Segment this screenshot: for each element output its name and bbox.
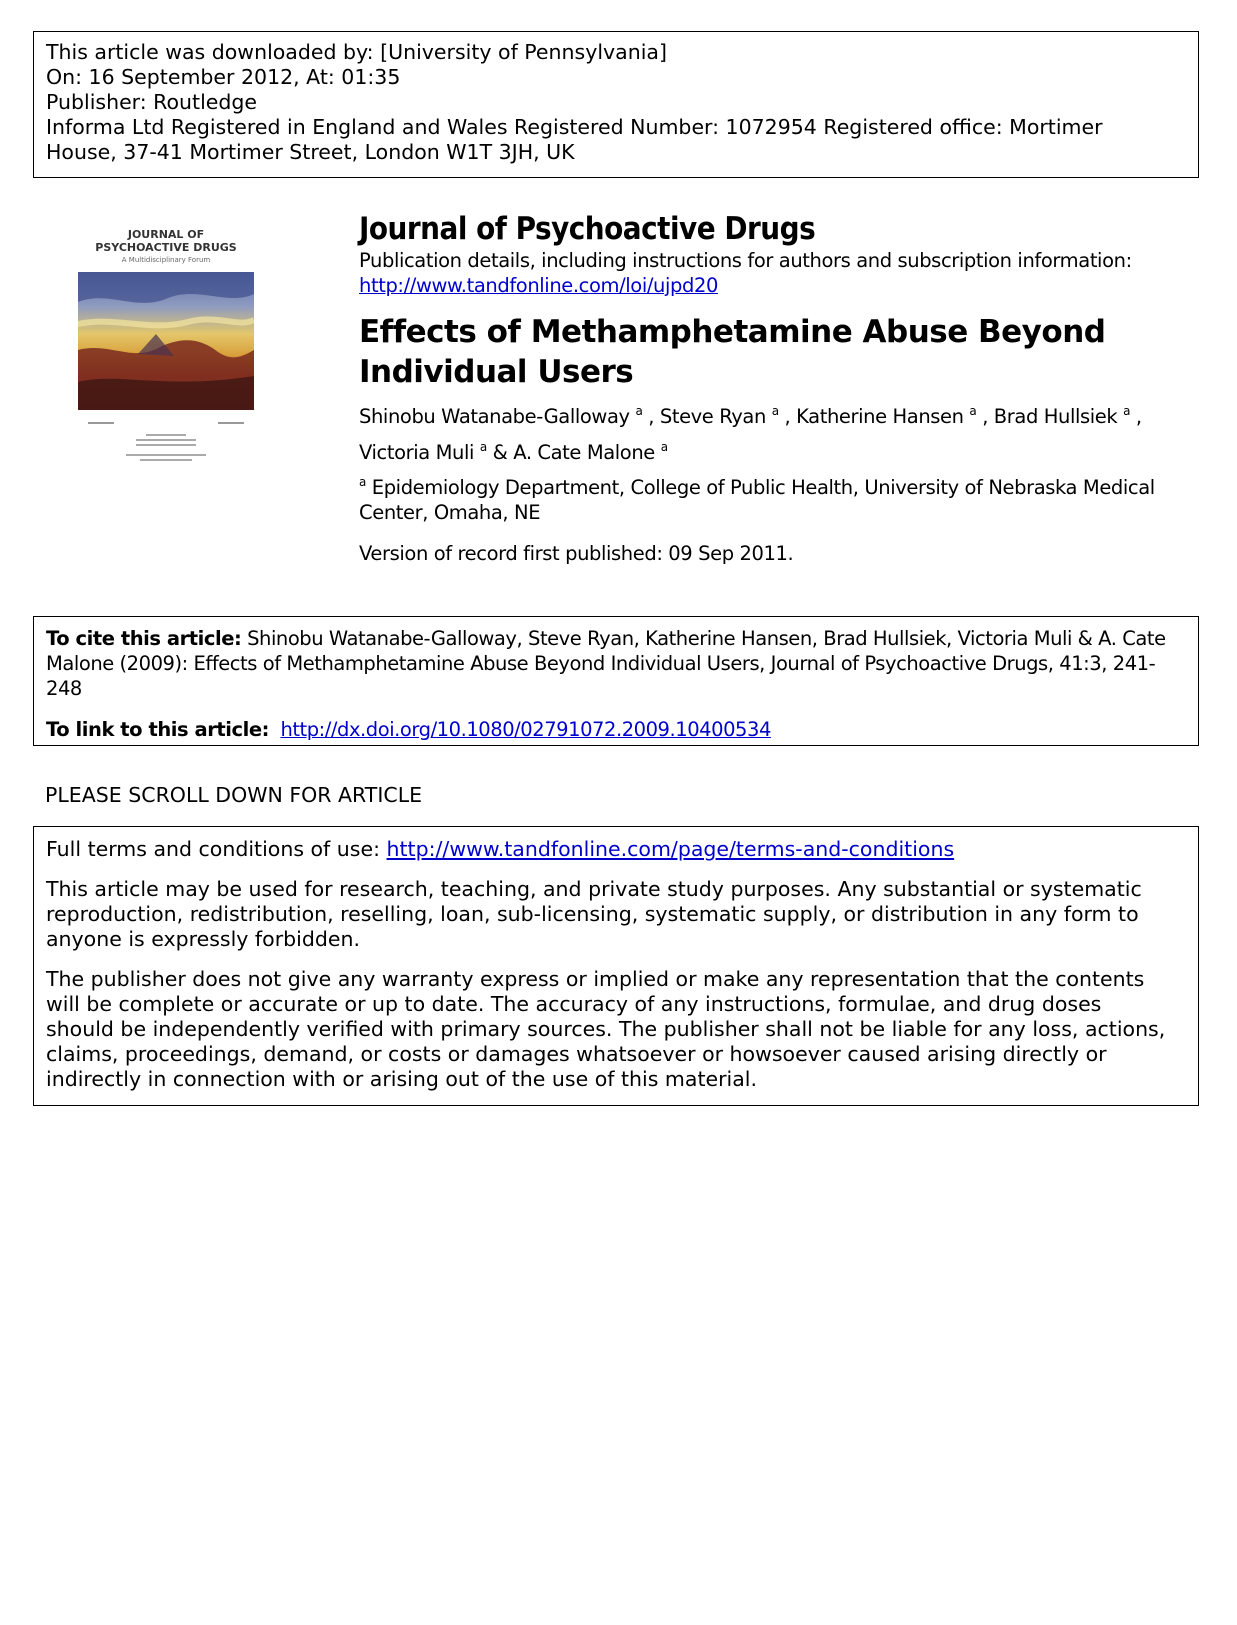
scroll-down-note: PLEASE SCROLL DOWN FOR ARTICLE [45, 783, 423, 807]
author-affiliation-marker: a [479, 440, 487, 454]
journal-cover-image [78, 228, 254, 508]
publication-details: Publication details, including instructions for authors and subscription information: [359, 249, 1132, 272]
citation-text-2: Malone (2009): Effects of Methamphetamine Abuse Beyond Individual Users, Journal of Psychoactive Drugs, 41:3, 241-248 [46, 652, 1156, 700]
registration-text-2: House, 37-41 Mortimer Street, London W1T 3JH, UK [46, 140, 575, 164]
terms-url-link[interactable]: http://www.tandfonline.com/page/terms-and-conditions [386, 837, 955, 861]
cover-footer-lines [78, 414, 254, 477]
download-date-text: On: 16 September 2012, At: 01:35 [46, 65, 401, 89]
author-affiliation-marker: a [635, 404, 643, 418]
registration-text-1: Informa Ltd Registered in England and Wales Registered Number: 1072954 Registered office: Mortimer [46, 115, 1103, 139]
author-affiliation-marker: a [771, 404, 779, 418]
affiliation-marker: a [359, 475, 366, 489]
terms-paragraph-2 [46, 967, 1186, 1092]
article-title-line-2: Individual Users [359, 354, 634, 390]
terms-p1-line: reproduction, redistribution, reselling, loan, sub-licensing, systematic supply, or distribution in any form to [46, 902, 1139, 926]
terms-p2-line: The publisher does not give any warranty express or implied or make any representation that the contents [46, 967, 1145, 991]
author-name: Shinobu Watanabe-Galloway [359, 405, 630, 428]
terms-p2-line: indirectly in connection with or arising out of the use of this material. [46, 1067, 757, 1091]
author-name: Katherine Hansen [796, 405, 964, 428]
download-notice-box [33, 31, 1199, 178]
terms-p2-line: should be independently verified with primary sources. The publisher shall not be liable for any loss, actions, [46, 1017, 1166, 1041]
cite-label: To cite this article: [46, 627, 242, 650]
author-list [359, 396, 1199, 468]
author-affiliation-marker: a [1123, 404, 1131, 418]
article-title [359, 312, 1199, 392]
affiliation-line-1: Epidemiology Department, College of Public Health, University of Nebraska Medical [371, 476, 1155, 499]
version-of-record: Version of record first published: 09 Sep 2011. [359, 542, 794, 565]
author-name: Brad Hullsiek [993, 405, 1118, 428]
cover-painting [78, 272, 254, 410]
terms-p2-line: claims, proceedings, demand, or costs or damages whatsoever or howsoever caused arising directly or [46, 1042, 1107, 1066]
cover-subtitle: A Multidisciplinary Forum [121, 256, 211, 264]
terms-box [33, 826, 1199, 1106]
journal-title: Journal of Psychoactive Drugs [359, 211, 816, 247]
affiliation [359, 470, 1199, 525]
citation-box [33, 616, 1199, 746]
author-name: A. Cate Malone [513, 441, 655, 464]
journal-url-link[interactable]: http://www.tandfonline.com/loi/ujpd20 [359, 274, 718, 297]
cover-title-line-1: JOURNAL OF [127, 228, 205, 241]
doi-link[interactable]: http://dx.doi.org/10.1080/02791072.2009.10400534 [280, 718, 771, 741]
terms-label: Full terms and conditions of use: [46, 837, 380, 861]
author-separator: , [976, 405, 994, 428]
author-name: Victoria Muli [359, 441, 475, 464]
terms-p1-line: This article may be used for research, teaching, and private study purposes. Any substantial or systematic [46, 877, 1142, 901]
terms-paragraph-1 [46, 877, 1186, 952]
author-name: Steve Ryan [659, 405, 766, 428]
article-title-line-1: Effects of Methamphetamine Abuse Beyond [359, 314, 1106, 350]
terms-p1-line: anyone is expressly forbidden. [46, 927, 360, 951]
author-separator: & [486, 441, 514, 464]
author-affiliation-marker: a [969, 404, 977, 418]
downloaded-by-text: This article was downloaded by: [University of Pennsylvania] [46, 40, 667, 64]
cover-title-line-2: PSYCHOACTIVE DRUGS [95, 241, 237, 254]
author-separator: , [778, 405, 797, 428]
article-header [359, 210, 1199, 566]
terms-p2-line: will be complete or accurate or up to date. The accuracy of any instructions, formulae, and drug doses [46, 992, 1102, 1016]
citation-text-1: Shinobu Watanabe-Galloway, Steve Ryan, Katherine Hansen, Brad Hullsiek, Victoria Muli & A. Cate [247, 627, 1166, 650]
link-label: To link to this article: [46, 718, 269, 741]
author-separator: , [642, 405, 660, 428]
affiliation-line-2: Center, Omaha, NE [359, 501, 541, 524]
author-separator: , [1130, 405, 1142, 428]
cover-footer-text-lines [78, 414, 254, 474]
author-affiliation-marker: a [660, 440, 668, 454]
publisher-text: Publisher: Routledge [46, 90, 258, 114]
